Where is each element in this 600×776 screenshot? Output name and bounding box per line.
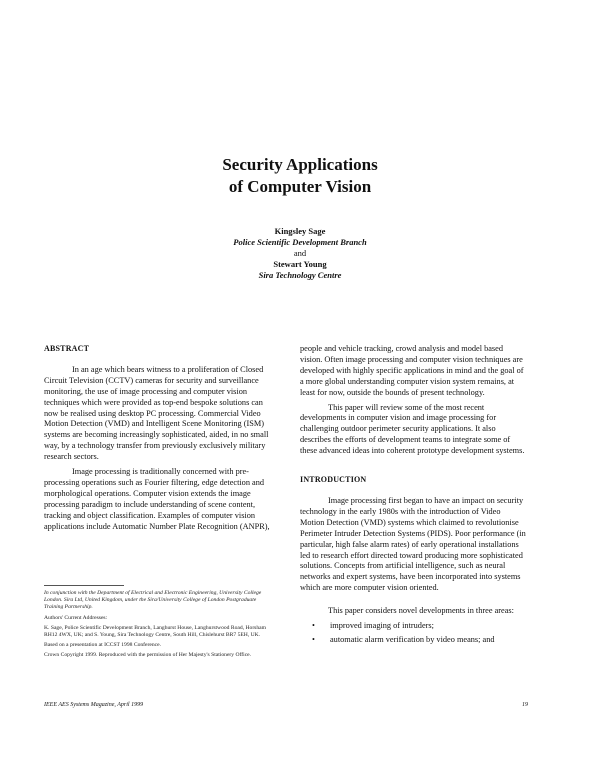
author-1: Kingsley Sage — [274, 226, 326, 236]
affiliation-2: Sira Technology Centre — [258, 270, 342, 280]
title-line-2: of Computer Vision — [228, 177, 372, 196]
right-column — [300, 344, 526, 649]
list-item — [300, 635, 526, 646]
footnotes — [44, 590, 270, 663]
footnote-copyright: Crown Copyright 1999. Reproduced with the permission of Her Majesty's Stationery Office. — [44, 652, 252, 659]
abstract-paragraph-3: This paper will review some of the most recent developments in computer vision and image processing for challenging outdoor perimeter security applications. It also describes the efforts of development teams to integrate some of these advanced ideas into coherent prototype development systems. — [300, 402, 525, 456]
footnote-partnership: In conjunction with the Department of Electrical and Electronic Engineering, University College London. Sira Ltd, United Kingdom, under the Sira/University College of London Postgraduate Training Partnership. — [44, 590, 262, 611]
left-column — [44, 344, 270, 537]
author-conjunction: and — [293, 248, 307, 258]
list-item — [300, 621, 526, 632]
list-item-text: automatic alarm verification by video means; and — [330, 634, 495, 644]
page-number: 19 — [522, 702, 528, 708]
list-item-text: improved imaging of intruders; — [330, 621, 434, 631]
author-2: Stewart Young — [273, 259, 327, 269]
footnote-address-heading: Authors' Current Addresses: — [44, 614, 108, 621]
abstract-paragraph-continued: people and vehicle tracking, crowd analysis and model based vision. Often image processing and computer vision techniques are developed with highly specific applications in mind and the goal of a more global understanding computer vision system remains, at least for now, outside the bounds of present technology. — [300, 344, 524, 397]
abstract-paragraph-1: In an age which bears witness to a proliferation of Closed Circuit Television (CCTV) cameras for security and surveillance monitoring, the use of image processing and computer vision techniques which were provided as top-end bespoke solutions can now be realised using desktop PC processing. Commercial Video Motion Detection (VMD) and Intelligent Scene Monitoring (ISM) systems are becoming increasingly sophisticated, aided, in no small way, by a technology transfer from previously exclusively military research sectors. — [44, 364, 269, 462]
abstract-paragraph-2: Image processing is traditionally concerned with pre-processing operations such as Fourier filtering, edge detection and morphological operations. Computer vision extends the image processing paradigm to include understanding of scene content, tracking and object classification. Examples of computer vision applications include Automatic Number Plate Recognition (ANPR), — [44, 467, 270, 531]
page-footer — [44, 702, 528, 708]
journal-reference: IEEE AES Systems Magazine, April 1999 — [44, 702, 144, 708]
abstract-heading: ABSTRACT — [44, 344, 90, 353]
introduction-paragraph-1: Image processing first began to have an impact on security technology in the early 1980s with the introduction of Video Motion Detection (VMD) systems which claimed to revolutionise Perimeter Intruder Detection Systems (PIDS). Poor performance (in particular, high false alarm rates) of early operational installations led to research effort directed toward producing more sophisticated solutions. Concepts from artificial intelligence, such as neural networks and expert systems, have been incorporated into systems which are more computer vision oriented. — [300, 495, 526, 593]
bullet-icon: • — [312, 621, 315, 631]
title-line-1: Security Applications — [222, 155, 378, 174]
introduction-heading: INTRODUCTION — [300, 475, 367, 485]
bullet-icon: • — [312, 634, 315, 644]
author-block — [0, 226, 600, 281]
affiliation-1: Police Scientific Development Branch — [233, 237, 367, 247]
paper-title — [0, 154, 600, 198]
footnote-addresses: K. Sage, Police Scientific Development Branch, Langhurst House, Langhurstwood Road, Horsham RH12 4WX, UK; and S. Young, Sira Technology Centre, South Hill, Chislehurst BR7 5EH, UK. — [44, 624, 266, 639]
footnote-presentation: Based on a presentation at ICCST 1998 Conference. — [44, 642, 162, 649]
footnote-divider — [44, 585, 124, 586]
introduction-paragraph-2: This paper considers novel developments in three areas: — [328, 606, 514, 616]
introduction-bullet-list — [300, 621, 526, 646]
